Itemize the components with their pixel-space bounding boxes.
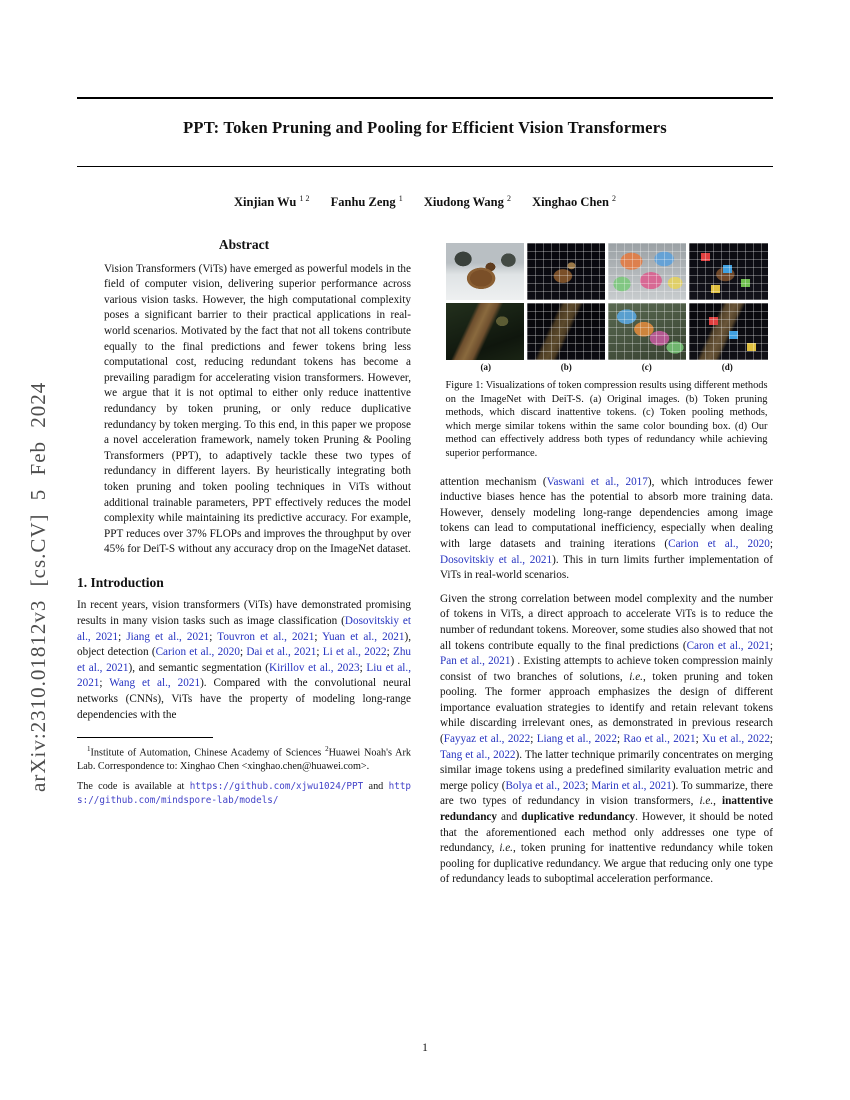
citation-link[interactable]: Li et al., 2022 [322,646,387,659]
text-run: 1 [87,745,91,754]
author-name: Xiudong Wang [423,195,504,210]
text-run: ) . Existing attempts to achieve token compression mainly consist of two branches of solutions, [440,655,773,683]
citation-link[interactable]: Kirillov et al., 2023 [269,661,360,674]
text-run: ; [118,630,127,643]
text-run: ; [585,779,592,792]
author-name: Xinjian Wu [233,195,297,210]
citation-link[interactable]: Carion et al., 2020 [668,537,770,550]
figure1-panel-label-b: (b) [560,362,572,372]
author [532,195,616,209]
figure1-image-grid [446,243,768,360]
citation-link[interactable]: Vaswani et al., 2017 [546,475,648,488]
text-run: Huawei Noah's Ark Lab. Correspondence to: Xinghao Chen <xinghao.chen@huawei.com>. [77,747,411,773]
code-url-link[interactable]: https://github.com/xjwu1024/PPT [189,781,364,793]
text-run: ; [239,646,247,659]
text-run: ). To summarize, there are two types of redundancy in vision transformers, [440,779,773,808]
author-affil-sup: 1 [398,194,403,203]
citation-link[interactable]: Yuan et al., 2021 [322,630,405,643]
text-run: ). This in turn limits further implementation of ViTs in real-world scenarios. [440,553,773,582]
citation-link[interactable]: Liang et al., 2022 [536,733,617,746]
text-run: ), and semantic segmentation ( [128,661,269,674]
author [331,195,403,209]
intro-paragraph [77,598,411,723]
title-rule-top [77,97,773,99]
text-run: ). The latter technique primarily concentrates on merging similar image tokens using a predefined similarity evaluation metric and merge policy ( [440,748,773,792]
figure1-tile-ours-dog-image [689,243,767,300]
text-run: ; [769,733,774,746]
figure1-tile-pooling-snake-image [608,303,686,360]
figure1-tile-pruning-snake-image [527,303,605,360]
figure1-panel-labels [446,362,768,372]
footnote-affiliations [77,743,411,773]
footnote-rule [77,737,213,738]
figure1-panel-label-c: (c) [641,362,652,372]
figure1-panel-label-d: (d) [721,362,733,372]
text-run: ; [616,733,624,746]
citation-link[interactable]: Caron et al., 2021 [686,639,770,652]
text-run: ; [769,639,773,652]
text-run: , token pruning for inattentive redundancy while token pooling for duplicative redundancy. We argue that reducing only one type of redundancy leads to suboptimal acceleration performance. [440,842,773,886]
italic-text: i.e. [699,795,714,808]
text-run: In recent years, vision transformers (ViTs) have demonstrated promising results in many vision tasks such as image classification ( [77,599,411,628]
figure1-tile-pruning-dog-image [527,243,605,300]
text-run: ; [695,733,703,746]
author [234,195,310,209]
footnote-code-availability [77,780,411,807]
figure1-tile-original-snake-image [446,303,524,360]
code-url-link[interactable]: https://github.com/mindspore-lab/models/ [77,781,412,806]
figure1-tile-original-dog-image [446,243,524,300]
figure1-panel-label-a: (a) [480,362,491,372]
author-affil-sup: 1 2 [299,194,310,203]
text-run: ), which introduces fewer inductive biases hence has the potential to absorb more training data. However, densely modeling long-range dependencies among image tokens can lead to computational inefficiency, especially when dealing with large datasets and training iterations ( [440,475,773,550]
citation-link[interactable]: Wang et al., 2021 [109,677,201,690]
text-run: , [713,795,723,808]
citation-link[interactable]: Marin et al., 2021 [591,779,672,792]
author-affil-sup: 2 [507,194,512,203]
text-run: , token pruning and token pooling. The former approach emphasizes the design of different importance evaluation strategies to identify and retain relevant tokens while discarding irrelevant ones, as demonstrated in previous research ( [440,670,773,746]
text-run: ; [769,537,773,550]
citation-link[interactable]: Liu et al., 2021 [77,661,412,690]
citation-link[interactable]: Dosovitskiy et al., 2021 [77,615,412,643]
text-run: ; [386,646,393,659]
citation-link[interactable]: Jiang et al., 2021 [126,630,210,643]
italic-text: i.e. [499,842,513,855]
text-run: ; [316,646,323,659]
arxiv-watermark: arXiv:2310.01812v3 [cs.CV] 5 Feb 2024 [26,381,50,792]
abstract-heading: Abstract [218,237,270,252]
body-paragraph-token-compression [440,592,773,888]
citation-link[interactable]: Carion et al., 2020 [155,646,240,659]
paper-title: PPT: Token Pruning and Pooling for Efficient Vision Transformers [183,118,667,137]
bold-text: inattentive redundancy [440,795,774,824]
title-rule-bottom [77,166,773,167]
figure1-tile-pooling-dog-image [608,243,686,300]
citation-link[interactable]: Xu et al., 2022 [702,733,770,746]
author-affil-sup: 2 [612,194,617,203]
section-heading-introduction: 1. Introduction [77,574,164,590]
citation-link[interactable]: Rao et al., 2021 [623,733,696,746]
author-name: Xinghao Chen [532,195,609,210]
abstract-text: Vision Transformers (ViTs) have emerged as powerful models in the field of computer vision, delivering superior performance across various vision tasks. However, the high computational complexity poses a significant barrier to their practical applications in real-world scenarios. Motivated by the fact that not all tokens contribute equally to the final predictions and fewer tokens bring less computational cost, reducing redundant tokens has become a prevailing paradigm for accelerating vision transformers. However, we argue that it is not optimal to either only reduce inattentive redundancy by token pruning, or only reduce duplicative redundancy by token merging. To this end, in this paper we propose a novel acceleration framework, namely token Pruning & Pooling Transformers (PPT), to adaptively tackle these two types of redundancy in different layers. By heuristically integrating both token pruning and token pooling techniques in ViTs without additional trainable parameters, PPT effectively reduces the model complexity while maintaining its predictive accuracy. For example, PPT reduces over 37% FLOPs and improves the throughput by over 45% for DeiT-S without any accuracy drop on the ImageNet dataset. [104,262,411,556]
author-name: Fanhu Zeng [330,195,396,210]
right-column [440,243,773,896]
italic-text: i.e. [629,670,643,683]
text-run: and [497,811,522,824]
citation-link[interactable]: Dosovitskiy et al., 2021 [440,553,553,566]
citation-link[interactable]: Zhu et al., 2021 [77,646,412,674]
citation-link[interactable]: Bolya et al., 2023 [505,779,586,792]
text-run: and [363,781,389,793]
figure1-caption: Figure 1: Visualizations of token compression results using different methods on the ImageNet with DeiT-S. (a) Original images. (b) Token pruning methods, which discard inattentive tokens. (c) Token pooling methods, which merge similar tokens within the same color bounding box. (d) Our method can effectively address both types of redundancy while achieving superior performance. [445,380,768,459]
text-run: ; [99,677,110,690]
text-run: Given the strong correlation between model complexity and the number of tokens in ViTs, a direct approach to accelerate ViTs is to reduce the number of redundant tokens. Moreover, some studies also showed that not all tokens contribute equally to the final predictions ( [440,592,773,652]
left-column [77,237,411,814]
text-run: ; [530,733,537,746]
text-run: . However, it should be noted that the aforementioned each method only addresses one type of redundancy, [440,811,774,855]
text-run: ), object detection ( [77,630,412,659]
citation-link[interactable]: Dai et al., 2021 [246,646,317,659]
figure1-tile-ours-snake-image [689,303,767,360]
text-run: ). Compared with the convolutional neural networks (CNNs), ViTs have the property of modeling long-range dependencies with the [77,677,412,721]
author [424,195,511,209]
text-run: ; [359,661,367,674]
text-run: attention mechanism ( [440,475,547,488]
citation-link[interactable]: Touvron et al., 2021 [217,630,315,643]
text-run: The code is available at [77,781,190,793]
page-number: 1 [422,1042,428,1054]
body-paragraph-attention [440,475,773,584]
citation-link[interactable]: Tang et al., 2022 [440,748,516,761]
figure-1 [446,243,768,461]
text-run: Institute of Automation, Chinese Academy of Sciences [90,747,326,759]
bold-text: duplicative redundancy [521,811,636,824]
citation-link[interactable]: Pan et al., 2021 [440,655,511,668]
author-list [0,194,850,210]
citation-link[interactable]: Fayyaz et al., 2022 [443,733,531,746]
text-run: ; [209,630,218,643]
text-run: ; [314,630,323,643]
text-run: 2 [325,745,329,754]
